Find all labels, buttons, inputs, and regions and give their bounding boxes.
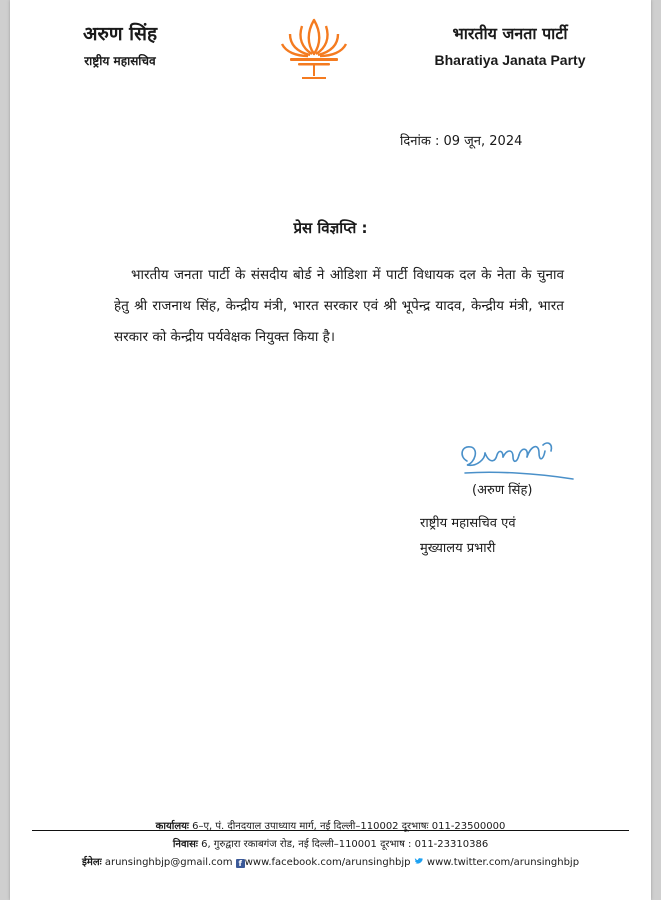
- twitter-link[interactable]: www.twitter.com/arunsinghbjp: [426, 857, 580, 868]
- sender-title: राष्ट्रीय महासचिव: [84, 54, 156, 68]
- party-name-english: Bharatiya Janata Party: [434, 52, 586, 68]
- signatory-name: (अरुण सिंह): [472, 483, 533, 498]
- facebook-link[interactable]: www.facebook.com/arunsinghbjp: [244, 857, 411, 868]
- residence-label: निवासः: [172, 839, 198, 850]
- contact-line: [10, 854, 651, 868]
- lotus-icon: [278, 14, 350, 80]
- email-label: ईमेलः: [81, 857, 102, 868]
- letterhead-page: [10, 0, 651, 900]
- designation-line-1: राष्ट्रीय महासचिव एवं: [420, 516, 516, 531]
- residence-address: [10, 836, 651, 850]
- email-link[interactable]: arunsinghbjp@gmail.com: [104, 857, 233, 868]
- sender-block: [45, 20, 195, 69]
- handwritten-signature: [455, 435, 575, 483]
- twitter-icon: [414, 857, 424, 866]
- facebook-icon: f: [236, 859, 245, 868]
- office-label: कार्यालयः: [155, 821, 189, 832]
- sender-name: अरुण सिंह: [82, 23, 158, 45]
- press-release-heading: प्रेस विज्ञप्ति :: [293, 219, 368, 237]
- press-release-body: भारतीय जनता पार्टी के संसदीय बोर्ड ने ओडिशा में पार्टी विधायक दल के नेता के चुनाव हेतु श्री राजनाथ सिंह, केन्द्रीय मंत्री, भारत सरकार एवं श्री भूपेन्द्र यादव, केन्द्रीय मंत्री, भारत सरकार को केन्द्रीय पर्यवेक्षक नियुक्त किया है।: [114, 267, 564, 345]
- designation-line-2: मुख्यालय प्रभारी: [420, 541, 496, 556]
- letter-date: दिनांक : 09 जून, 2024: [400, 134, 523, 149]
- party-block: [410, 22, 610, 68]
- office-text: 6–ए, पं. दीनदयाल उपाध्याय मार्ग, नई दिल्ली–110002 दूरभाषः 011-23500000: [192, 821, 506, 832]
- footer-divider: [32, 830, 629, 831]
- party-name-hindi: भारतीय जनता पार्टी: [452, 24, 568, 43]
- residence-text: 6, गुरुद्वारा रकाबगंज रोड, नई दिल्ली–110001 दूरभाष : 011-23310386: [201, 839, 489, 850]
- signatory-designation: [420, 511, 516, 561]
